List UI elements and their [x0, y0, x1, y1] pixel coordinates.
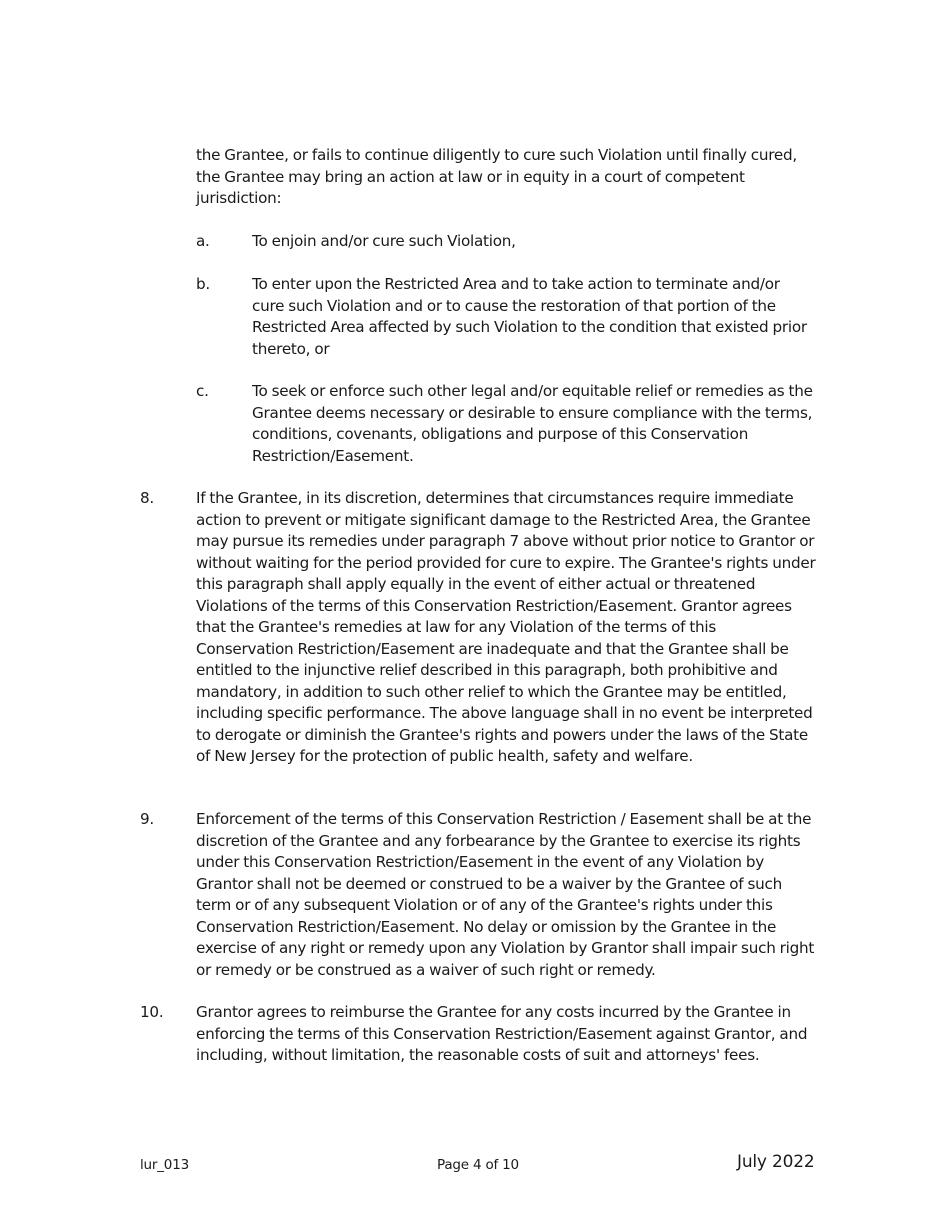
- sub-item-marker: a.: [196, 232, 210, 250]
- revision-date: July 2022: [737, 1152, 815, 1172]
- numbered-item-9: [140, 809, 816, 981]
- numbered-item-text: If the Grantee, in its discretion, determines that circumstances require immediate action to prevent or mitigate significant damage to the Restricted Area, the Grantee may pursue its remedies under paragraph 7 above without prior notice to Grantor or without waiting for the period provided for cure to expire. The Grantee's rights under this paragraph shall apply equally in the event of either actual or threatened Violations of the terms of this Conservation Restriction/Easement. Grantor agrees that the Grantee's remedies at law for any Violation of the terms of this Conservation Restriction/Easement are inadequate and that the Grantee shall be entitled to the injunctive relief described in this paragraph, both prohibitive and mandatory, in addition to such other relief to which the Grantee may be entitled, including specific performance. The above language shall in no event be interpreted to derogate or diminish the Grantee's rights and powers under the laws of the State of New Jersey for the protection of public health, safety and welfare.: [196, 489, 816, 765]
- page-footer: [0, 1152, 950, 1176]
- numbered-item-10: [140, 1002, 816, 1067]
- numbered-item-marker: 8.: [140, 489, 154, 507]
- numbered-item-text: Enforcement of the terms of this Conservation Restriction / Easement shall be at the discretion of the Grantee and any forbearance by the Grantee to exercise its rights under this Conservation Restriction/Easement in the event of any Violation by Grantor shall not be deemed or construed to be a waiver by the Grantee of such term or of any subsequent Violation or of any of the Grantee's rights under this Conservation Restriction/Easement. No delay or omission by the Grantee in the exercise of any right or remedy upon any Violation by Grantor shall impair such right or remedy or be construed as a waiver of such right or remedy.: [196, 810, 815, 979]
- numbered-item-8: [140, 488, 816, 768]
- numbered-item-text: Grantor agrees to reimburse the Grantee for any costs incurred by the Grantee in enforcing the terms of this Conservation Restriction/Easement against Grantor, and including, without limitation, the reasonable costs of suit and attorneys' fees.: [196, 1003, 808, 1064]
- sub-item-text: To enjoin and/or cure such Violation,: [252, 232, 516, 250]
- numbered-item-marker: 9.: [140, 810, 154, 828]
- form-id: lur_013: [140, 1157, 189, 1173]
- sub-item-a: [196, 231, 816, 253]
- page-number: Page 4 of 10: [437, 1157, 519, 1173]
- intro-paragraph: the Grantee, or fails to continue diligently to cure such Violation until finally cured, the Grantee may bring an action at law or in equity in a court of competent jurisdiction:: [196, 146, 797, 207]
- numbered-item-marker: 10.: [140, 1003, 164, 1021]
- sub-item-b: [196, 274, 816, 360]
- sub-item-marker: b.: [196, 275, 210, 293]
- sub-item-text: To enter upon the Restricted Area and to take action to terminate and/or cure such Violation and or to cause the restoration of that portion of the Restricted Area affected by such Violation to the condition that existed prior thereto, or: [252, 275, 807, 358]
- sub-item-text: To seek or enforce such other legal and/or equitable relief or remedies as the Grantee deems necessary or desirable to ensure compliance with the terms, conditions, covenants, obligations and purpose of this Conservation Restriction/Easement.: [252, 382, 813, 465]
- sub-item-c: [196, 381, 816, 467]
- sub-item-marker: c.: [196, 382, 209, 400]
